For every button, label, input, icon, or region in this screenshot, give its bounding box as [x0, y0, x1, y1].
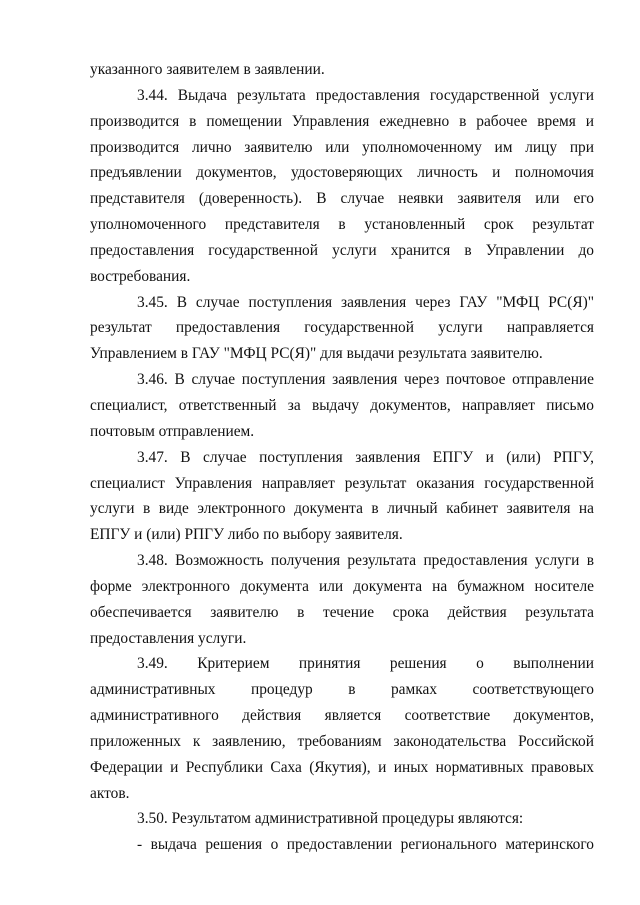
- paragraph-3-45: 3.45. В случае поступления заявления через ГАУ "МФЦ РС(Я)" результат предоставления государственной услуги направляется Управлением в ГАУ "МФЦ РС(Я)" для выдачи результата заявителю.: [90, 293, 594, 363]
- paragraph-3-46: 3.46. В случае поступления заявления через почтовое отправление специалист, ответственный за выдачу документов, направляет письмо почтовым отправлением.: [90, 371, 594, 440]
- paragraph-3-49: 3.49. Критерием принятия решения о выполнении административных процедур в рамках соответствующего административного действия является соответствие документов, приложенных к заявлению, требованиям законодательства Российской Федерации и Республики Саха (Якутия), и иных нормативных правовых актов.: [90, 655, 594, 802]
- paragraph-3-47: 3.47. В случае поступления заявления ЕПГУ и (или) РПГУ, специалист Управления направляет результат оказания государственной услуги в виде электронного документа в личный кабинет заявителя на ЕПГУ и (или) РПГУ либо по выбору заявителя.: [90, 448, 594, 544]
- paragraph-3-44: 3.44. Выдача результата предоставления государственной услуги производится в помещении Управления ежедневно в рабочее время и производится лично заявителю или уполномоченному им лицу при предъявлении документов, удостоверяющих личность и полномочия представителя (доверенность). В случае неявки заявителя или его уполномоченного представителя в установленный срок результат предоставления государственной услуги хранится в Управлении до востребования.: [90, 86, 594, 285]
- paragraph-3-50: 3.50. Результатом административной процедуры являются:: [137, 810, 524, 828]
- paragraph-continuation: указанного заявителем в заявлении.: [90, 61, 325, 78]
- list-item-decision: - выдача решения о предоставлении регионального материнского: [137, 836, 594, 854]
- document-page: [90, 57, 594, 858]
- paragraph-3-48: 3.48. Возможность получения результата предоставления услуги в форме электронного документа или документа на бумажном носителе обеспечивается заявителю в течение срока действия результата предоставления услуги.: [90, 552, 594, 647]
